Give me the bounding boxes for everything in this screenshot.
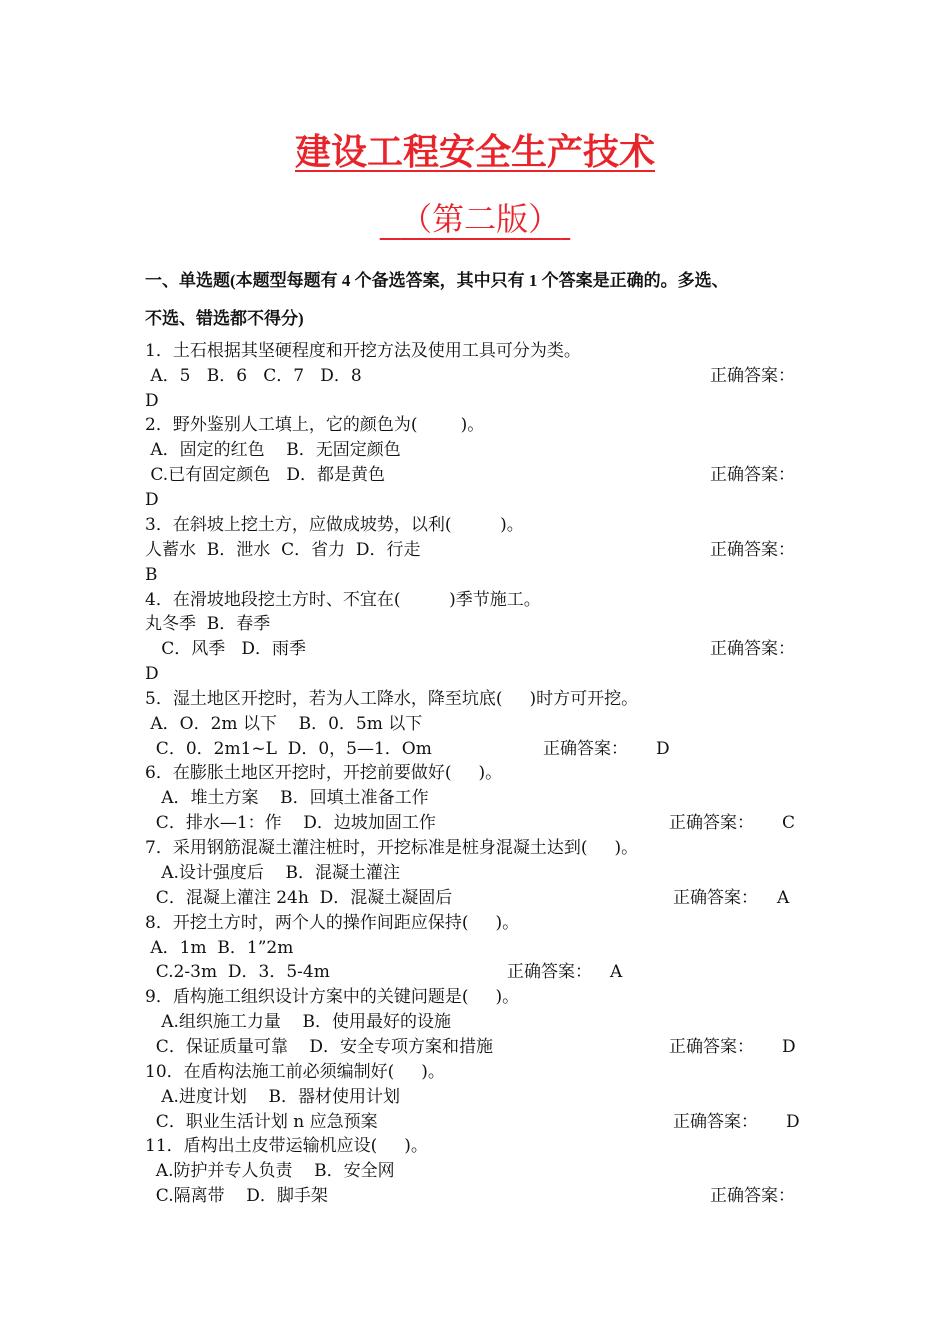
question-6-answer: C <box>782 813 796 833</box>
section-heading <box>145 262 815 338</box>
question-7-options-2: C．混凝上灌注 24h D．混凝土凝固后 <box>145 888 453 908</box>
question-3-stem: 3．在斜坡上挖土方，应做成坡势，以利( )。 <box>145 515 524 535</box>
question-8-stem: 8．开挖土方时，两个人的操作间距应保持( )。 <box>145 913 520 933</box>
question-9-options-1: A.组织施工力量 B．使用最好的设施 <box>145 1012 451 1032</box>
question-7-options-1: A.设计强度后 B．混凝土灌注 <box>145 863 400 883</box>
question-9-stem: 9．盾构施工组织设计方案中的关键问题是( )。 <box>145 987 520 1007</box>
question-2-options-1: A．固定的红色 B．无固定颜色 <box>145 440 401 460</box>
question-8-options-1: A．1m B．1”2m <box>145 938 294 958</box>
question-9-answer-label: 正确答案： <box>669 1037 754 1057</box>
question-5-options-2: C．0．2m1~L D．0，5—1．Om <box>145 739 432 759</box>
question-6-options-1: A．堆土方案 B．回填土准备工作 <box>145 788 429 808</box>
section-heading-line-1: 一、单选题(本题型每题有 4 个备选答案，其中只有 1 个答案是正确的。多选、 <box>145 271 729 290</box>
question-1-answer: D <box>145 391 159 411</box>
question-5-stem: 5．湿土地区开挖时，若为人工降水，降至坑底( )时方可开挖。 <box>145 689 639 709</box>
question-2-answer: D <box>145 490 159 510</box>
question-4-options-1: 丸冬季 B．春季 <box>145 614 271 634</box>
question-4-stem: 4．在滑坡地段挖土方时、不宜在( )季节施工。 <box>145 590 541 610</box>
question-3-options: 人蓄水 B．泄水 C．省力 D．行走 <box>145 540 421 560</box>
question-3-answer: B <box>145 565 158 585</box>
question-11-options-1: A.防护并专人负责 B．安全网 <box>145 1161 395 1181</box>
section-heading-line-2: 不选、错选都不得分) <box>145 309 304 328</box>
question-5-answer-label: 正确答案： <box>543 739 628 759</box>
question-9-answer: D <box>782 1037 796 1057</box>
question-7-answer-label: 正确答案： <box>673 888 758 908</box>
question-1-stem: 1．土石根据其坚硬程度和开挖方法及使用工具可分为类。 <box>145 341 581 361</box>
question-6-stem: 6．在膨胀土地区开挖时，开挖前要做好( )。 <box>145 763 503 783</box>
question-3-answer-label: 正确答案： <box>710 540 795 560</box>
question-11-stem: 11．盾构出土皮带运输机应设( )。 <box>145 1136 428 1156</box>
question-5-answer: D <box>656 739 670 759</box>
question-10-answer-label: 正确答案： <box>673 1112 758 1132</box>
question-1-options: A．5 B．6 C．7 D．8 <box>145 366 362 386</box>
question-4-options-2: C．风季 D．雨季 <box>145 639 307 659</box>
document-title: 建设工程安全生产技术 <box>294 131 655 173</box>
question-4-answer-label: 正确答案： <box>710 639 795 659</box>
question-8-answer: A <box>610 962 623 982</box>
question-2-answer-label: 正确答案： <box>710 465 795 485</box>
question-8-options-2: C.2-3m D．3．5-4m <box>145 962 330 982</box>
question-2-options-2: C.已有固定颜色 D．都是黄色 <box>145 465 386 485</box>
question-7-stem: 7．采用钢筋混凝土灌注桩时，开挖标准是桩身混凝土达到( )。 <box>145 838 639 858</box>
question-8-answer-label: 正确答案： <box>507 962 592 982</box>
question-6-options-2: C．排水—1：作 D．边坡加固工作 <box>145 813 436 833</box>
question-10-options-2: C．职业生活计划 n 应急预案 <box>145 1112 378 1132</box>
question-11-answer-label: 正确答案： <box>710 1186 795 1206</box>
question-1-answer-label: 正确答案： <box>710 366 795 386</box>
question-4-answer: D <box>145 664 159 684</box>
question-10-answer: D <box>786 1112 800 1132</box>
question-9-options-2: C．保证质量可靠 D．安全专项方案和措施 <box>145 1037 494 1057</box>
document-subtitle: （第二版） <box>400 200 561 238</box>
question-5-options-1: A．O．2m 以下 B．0．5m 以下 <box>145 714 423 734</box>
question-10-stem: 10．在盾构法施工前必须编制好( )。 <box>145 1062 445 1082</box>
question-6-answer-label: 正确答案： <box>669 813 754 833</box>
question-10-options-1: A.进度计划 B．器材使用计划 <box>145 1087 400 1107</box>
question-2-stem: 2．野外鉴别人工填上，它的颜色为( )。 <box>145 415 485 435</box>
question-7-answer: A <box>777 888 790 908</box>
question-11-options-2: C.隔离带 D．脚手架 <box>145 1186 328 1206</box>
